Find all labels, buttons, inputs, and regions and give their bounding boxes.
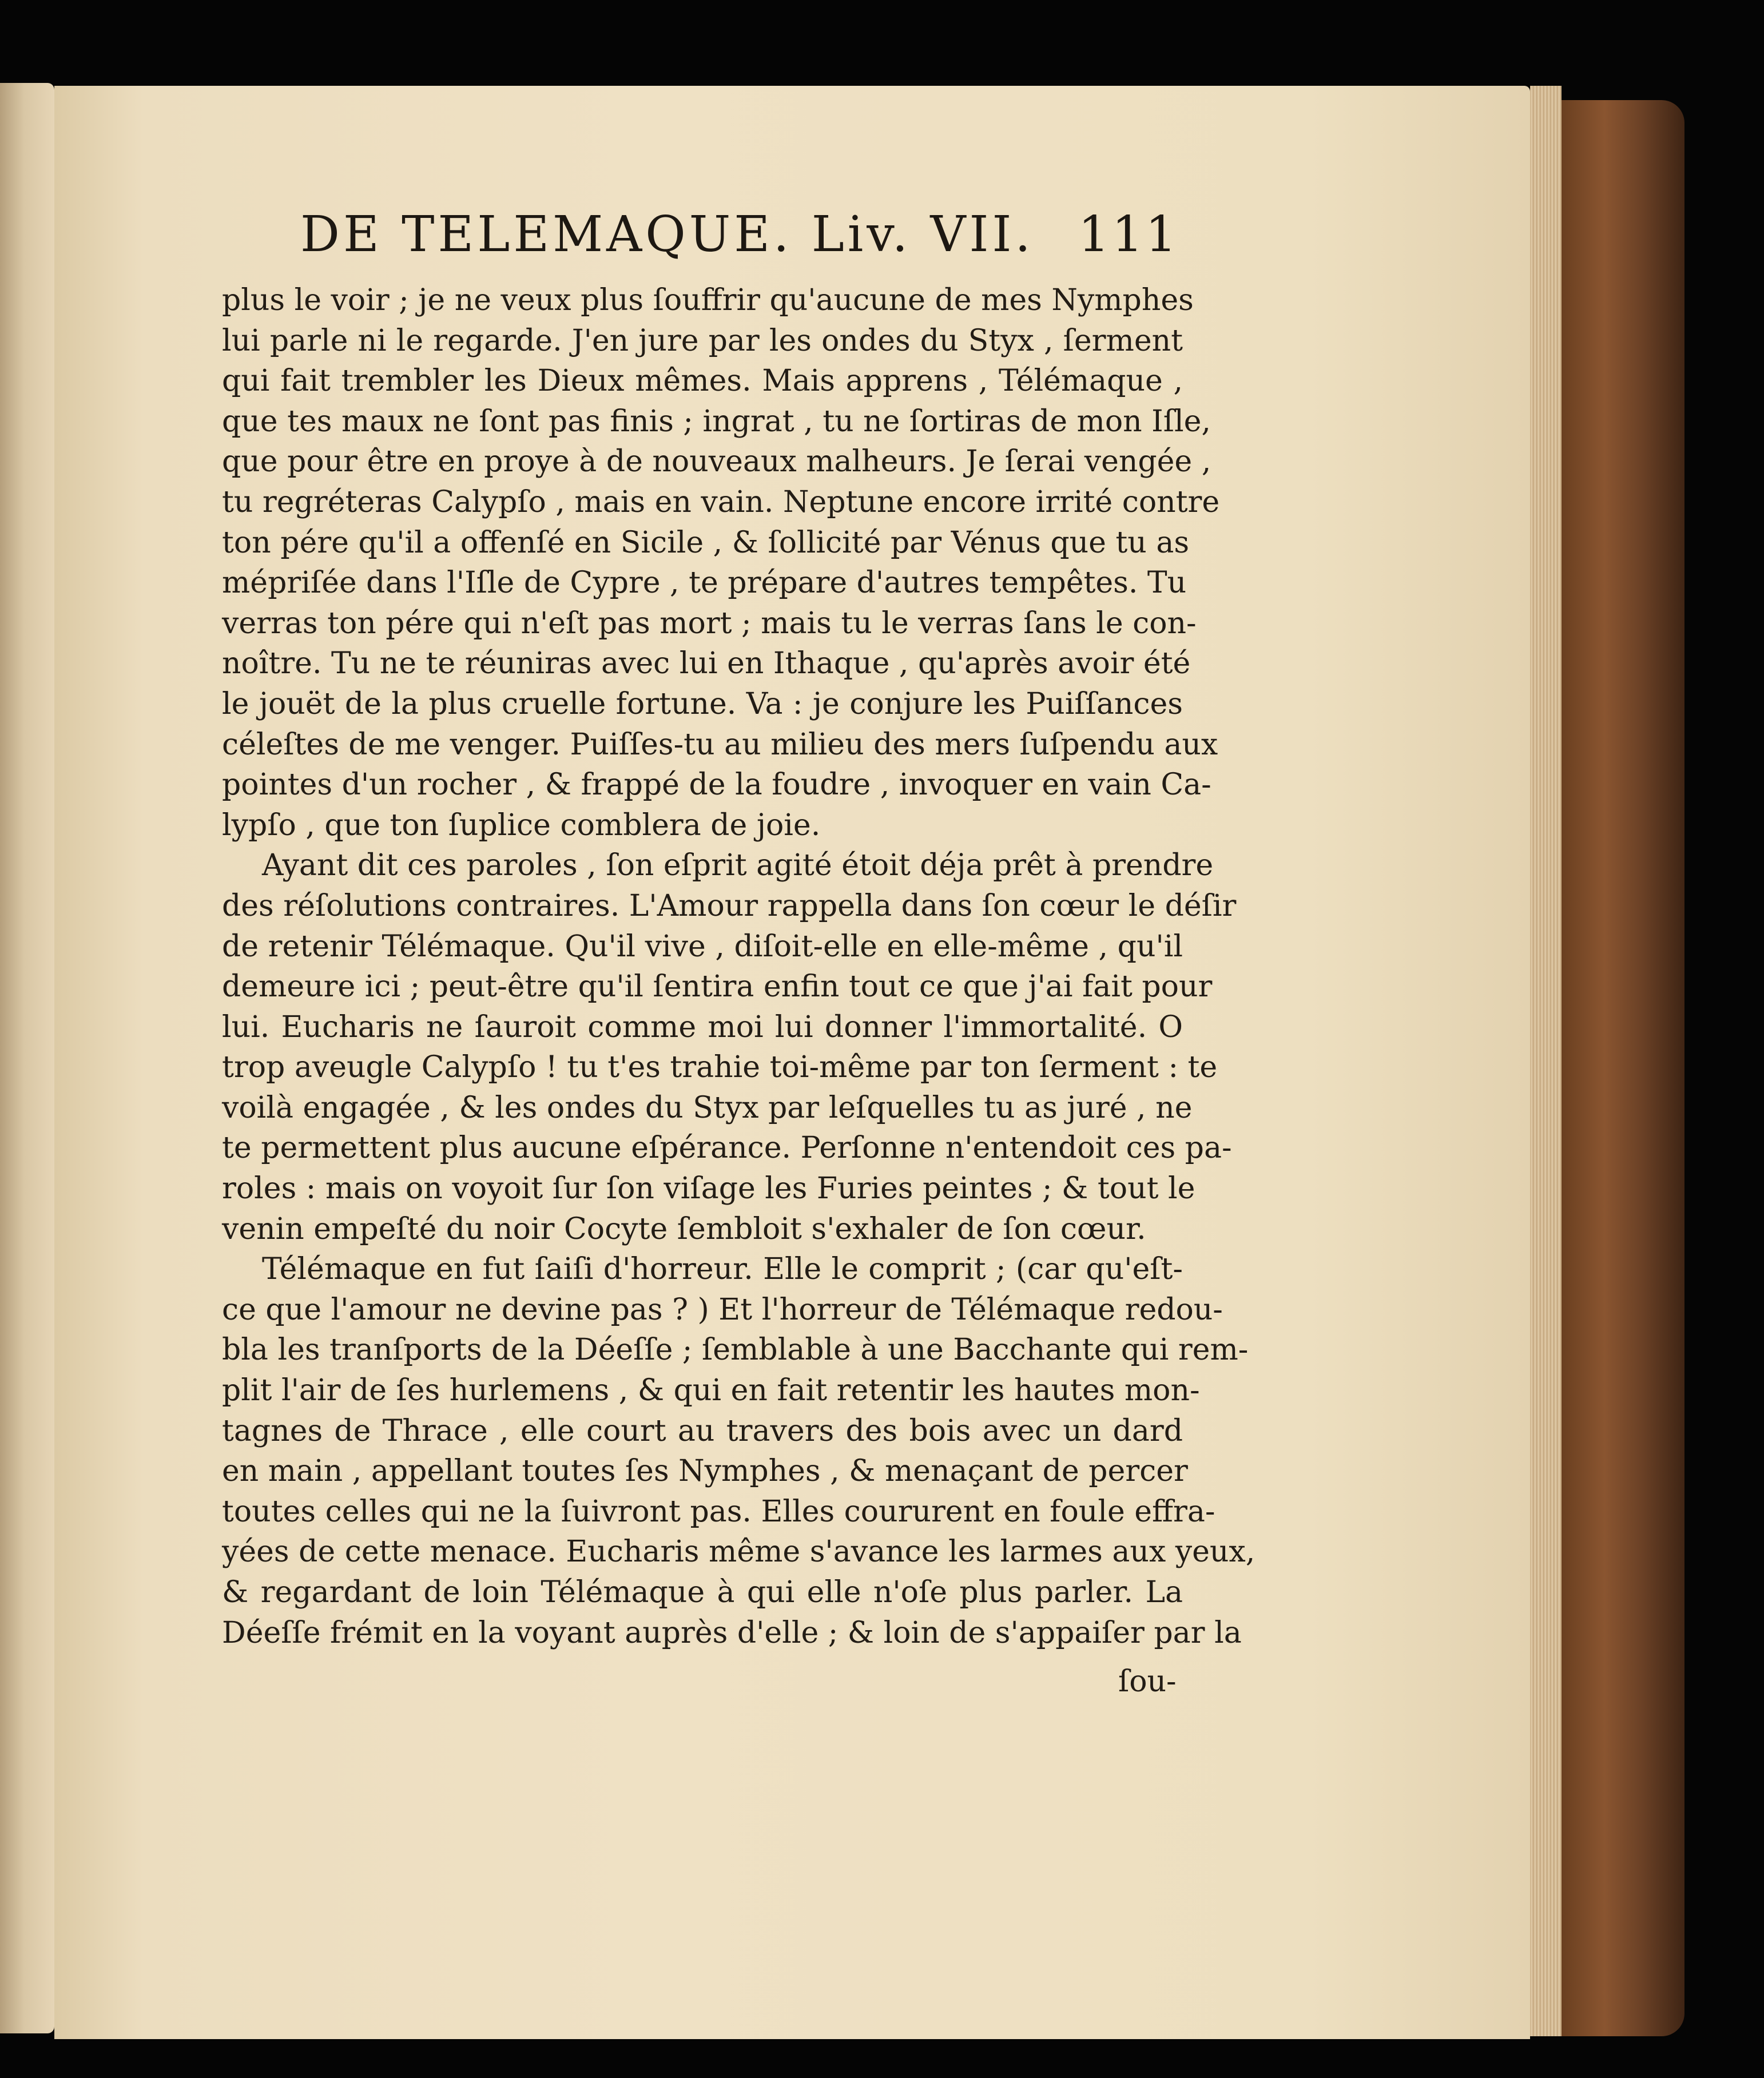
- body-text: [222, 280, 1256, 1653]
- text-line: plit l'air de ſes hurlemens , & qui en fait retentir les hautes mon-: [222, 1373, 1200, 1408]
- text-line: en main , appellant toutes ſes Nymphes , & menaçant de percer: [222, 1454, 1188, 1489]
- text-line: ton pére qu'il a offenſé en Sicile , & ſollicité par Vénus que tu as: [222, 525, 1190, 560]
- text-line: venin empeſté du noir Cocyte ſembloit s'exhaler de ſon cœur.: [222, 1211, 1146, 1246]
- text-line: Télémaque en fut ſaiſi d'horreur. Elle le comprit ; (car qu'eſt-: [262, 1252, 1183, 1287]
- page-number: 111: [1078, 206, 1179, 263]
- text-line: ce que l'amour ne devine pas ? ) Et l'horreur de Télémaque redou-: [222, 1292, 1223, 1327]
- text-line: demeure ici ; peut-être qu'il ſentira enfin tout ce que j'ai fait pour: [222, 970, 1213, 1004]
- text-line: verras ton pére qui n'eſt pas mort ; mais tu le verras ſans le con-: [222, 606, 1197, 641]
- text-line: que tes maux ne ſont pas finis ; ingrat , tu ne ſortiras de mon Iſle,: [222, 404, 1211, 439]
- text-line: des réſolutions contraires. L'Amour rappella dans ſon cœur le déſir: [222, 888, 1237, 923]
- text-line: Ayant dit ces paroles , ſon eſprit agité étoit déja prêt à prendre: [262, 848, 1214, 883]
- text-line: le jouët de la plus cruelle fortune. Va : je conjure les Puiſſances: [222, 686, 1183, 721]
- text-line: plus le voir ; je ne veux plus ſouffrir qu'aucune de mes Nymphes: [222, 283, 1194, 317]
- text-line: yées de cette menace. Eucharis même s'avance les larmes aux yeux,: [222, 1535, 1256, 1570]
- text-line: Déeſſe frémit en la voyant auprès d'elle ; & loin de s'appaiſer par la: [222, 1615, 1242, 1650]
- text-line: que pour être en proye à de nouveaux malheurs. Je ſerai vengée ,: [222, 444, 1211, 479]
- text-line: lui. Eucharis ne ſauroit comme moi lui donner l'immortalité. O: [222, 1010, 1183, 1044]
- text-line: noître. Tu ne te réuniras avec lui en Ithaque , qu'après avoir été: [222, 646, 1191, 681]
- text-line: pointes d'un rocher , & frappé de la foudre , invoquer en vain Ca-: [222, 768, 1211, 802]
- running-head: [0, 206, 1195, 269]
- left-page-edge: [0, 83, 54, 2033]
- text-line: te permettent plus aucune eſpérance. Perſonne n'entendoit ces pa-: [222, 1131, 1232, 1166]
- text-line: de retenir Télémaque. Qu'il vive , diſoit-elle en elle-même , qu'il: [222, 929, 1183, 964]
- running-head-title: DE TELEMAQUE. Liv. VII.: [300, 206, 1034, 263]
- page-fore-edge: [1530, 86, 1562, 2036]
- text-line: voilà engagée , & les ondes du Styx par leſquelles tu as juré , ne: [222, 1090, 1193, 1125]
- text-line: tagnes de Thrace , elle court au travers des bois avec un dard: [222, 1413, 1183, 1448]
- text-line: qui fait trembler les Dieux mêmes. Mais apprens , Télémaque ,: [222, 364, 1183, 399]
- leather-cover-edge: [1562, 100, 1684, 2036]
- text-line: roles : mais on voyoit ſur ſon viſage les Furies peintes ; & tout le: [222, 1171, 1195, 1206]
- text-line: trop aveugle Calypſo ! tu t'es trahie toi-même par ton ſerment : te: [222, 1050, 1218, 1085]
- text-line: lypſo , que ton ſuplice comblera de joie.: [222, 808, 821, 843]
- text-line: mépriſée dans l'Iſle de Cypre , te prépare d'autres tempêtes. Tu: [222, 566, 1187, 601]
- text-line: céleſtes de me venger. Puiſſes-tu au milieu des mers ſuſpendu aux: [222, 727, 1218, 762]
- catchword: ſou-: [1118, 1664, 1177, 1699]
- text-line: lui parle ni le regarde. J'en jure par les ondes du Styx , ſerment: [222, 323, 1183, 358]
- text-line: tu regréteras Calypſo , mais en vain. Neptune encore irrité contre: [222, 484, 1220, 519]
- text-line: bla les tranſports de la Déeſſe ; ſemblable à une Bacchante qui rem-: [222, 1333, 1249, 1368]
- text-line: toutes celles qui ne la ſuivront pas. Elles coururent en foule effra-: [222, 1494, 1215, 1529]
- text-line: & regardant de loin Télémaque à qui elle n'oſe plus parler. La: [222, 1575, 1183, 1610]
